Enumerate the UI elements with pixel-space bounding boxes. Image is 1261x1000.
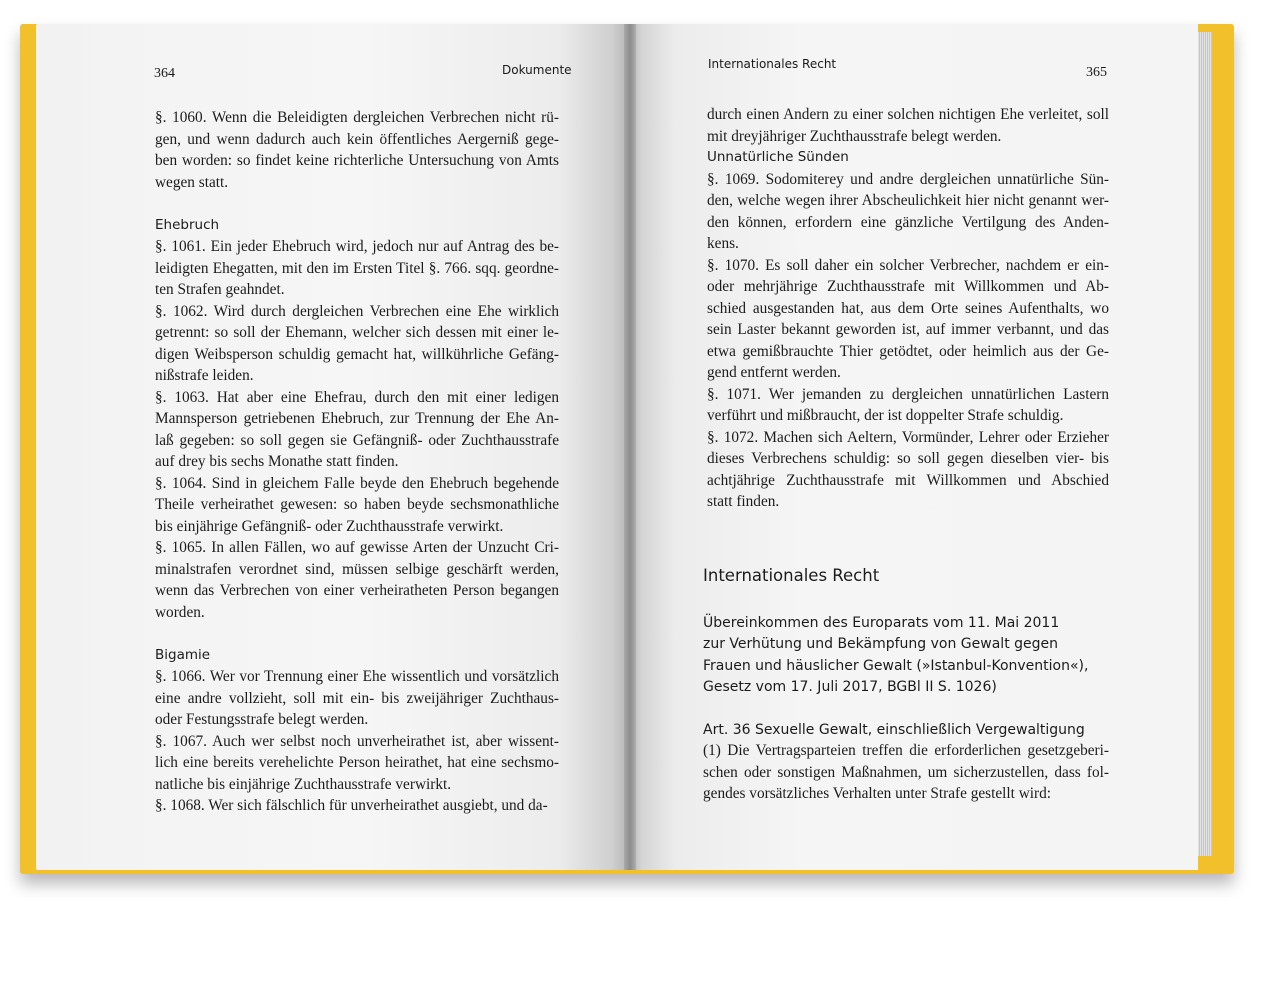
paragraph-gap — [155, 193, 559, 215]
text-line: gen, und wenn dadurch auch kein öffentliches Aergerniß gege- — [155, 130, 559, 148]
text-line: bis einjährige Gefängniß- oder Zuchthausstrafe verwirkt. — [155, 517, 504, 535]
document-title-line: Gesetz vom 17. Juli 2017, BGBl II S. 1026) — [703, 678, 997, 695]
document-title-line: Übereinkommen des Europarats vom 11. Mai 2011 — [703, 615, 1060, 631]
text-line: schied ausgestanden hat, aus dem Orte seines Aufenthalts, wo — [707, 299, 1109, 317]
text-line: §. 1067. Auch wer selbst noch unverheirathet ist, aber wissent- — [155, 732, 559, 750]
text-line: laß gegeben: so soll gegen sie Gefängniß- oder Zuchthausstrafe — [155, 431, 559, 449]
document-title — [703, 613, 1088, 698]
article-text — [703, 740, 1109, 805]
text-line: auf drey bis sechs Monathe statt finden. — [155, 453, 399, 470]
text-line: wegen statt. — [155, 173, 229, 191]
text-line: sein Laster bekannt geworden ist, auf immer verbannt, und das — [707, 321, 1109, 338]
text-line: §. 1063. Hat aber eine Ehefrau, durch den mit einer ledigen — [155, 388, 559, 406]
right-page-number: 365 — [1086, 65, 1107, 80]
subheading: Ehebruch — [155, 216, 220, 233]
text-line: Theile verheirathet gewesen: so haben beyde sechsmonathliche — [155, 496, 559, 513]
text-line: getrennt: so soll der Ehemann, welcher sich dessen mit einer le- — [155, 324, 559, 341]
left-page-text — [155, 107, 559, 817]
text-line: eine andre vollzieht, soll mit ein- bis zweijähriger Zuchthaus- — [155, 689, 559, 707]
paragraph-gap — [155, 623, 559, 645]
text-line: digen Weibsperson schuldig gemacht hat, willkührliche Gefäng- — [155, 345, 559, 363]
right-running-head: Internationales Recht — [708, 57, 837, 71]
text-line: etwa gemißbrauchte Thier getödtet, oder heimlich aus der Ge- — [707, 342, 1109, 360]
text-line: natliche bis einjährige Zuchthausstrafe verwirkt. — [155, 775, 452, 793]
text-line: nißstrafe leiden. — [155, 367, 254, 384]
text-line: §. 1061. Ein jeder Ehebruch wird, jedoch nur auf Antrag des be- — [155, 238, 559, 255]
text-line: den können, erfordern eine gänzliche Vertilgung des Anden- — [707, 213, 1109, 231]
text-line: §. 1065. In allen Fällen, wo auf gewisse Arten der Unzucht Cri- — [155, 539, 559, 556]
text-line: wenn das Verbrechen von einer verheiratheten Person begangen — [155, 582, 559, 599]
text-line: statt finden. — [707, 493, 780, 510]
text-line: §. 1064. Sind in gleichem Falle beyde den Ehebruch begehende — [155, 474, 559, 492]
book-gutter — [624, 24, 636, 870]
text-line: durch einen Andern zu einer solchen nichtigen Ehe verleitet, soll — [707, 106, 1109, 123]
subheading: Bigamie — [155, 646, 211, 663]
text-line: §. 1071. Wer jemanden zu dergleichen unnatürlichen Lastern — [707, 385, 1109, 403]
left-page-number: 364 — [154, 66, 175, 81]
text-line: minalstrafen verordnet sind, müssen selbige geschärft werden, — [155, 560, 559, 578]
text-line: §. 1070. Es soll daher ein solcher Verbrecher, nachdem er ein- — [707, 256, 1109, 274]
subheading: Unnatürliche Sünden — [707, 149, 849, 165]
text-line: leidigten Ehegatten, mit den im Ersten Titel §. 766. sqq. geordne- — [155, 259, 559, 277]
text-line: gend entfernt werden. — [707, 364, 841, 381]
text-line: §. 1062. Wird durch dergleichen Verbrechen eine Ehe wirklich — [155, 302, 559, 320]
text-line: §. 1066. Wer vor Trennung einer Ehe wissentlich und vorsätzlich — [155, 668, 559, 685]
text-line: schen oder sonstigen Maßnahmen, um sicherzustellen, dass fol- — [703, 763, 1109, 781]
text-line: gendes vorsätzliches Verhalten unter Strafe gestellt wird: — [703, 785, 1052, 802]
document-title-line: zur Verhütung und Bekämpfung von Gewalt gegen — [703, 636, 1059, 653]
text-line: (1) Die Vertragsparteien treffen die erforderlichen gesetzgeberi- — [703, 742, 1109, 759]
article-heading: Art. 36 Sexuelle Gewalt, einschließlich Vergewaltigung — [703, 722, 1085, 738]
text-line: oder Festungsstrafe belegt werden. — [155, 711, 369, 728]
document-title-line: Frauen und häuslicher Gewalt (»Istanbul-Konvention«), — [703, 657, 1089, 674]
text-line: Mannsperson getriebenen Ehebruch, zur Trennung der Ehe An- — [155, 410, 559, 427]
text-line: dieses Verbrechens schuldig: so soll gegen dieselben vier- bis — [707, 450, 1109, 467]
text-line: lich eine bereits verehelichte Person heirathet, hat eine sechsmo- — [155, 754, 559, 771]
section-heading: Internationales Recht — [703, 566, 880, 585]
text-line: ben worden: so findet keine richterliche Untersuchung von Amts — [155, 152, 559, 169]
left-running-head: Dokumente — [502, 63, 572, 77]
text-line: oder mehrjährige Zuchthausstrafe mit Willkommen und Ab- — [707, 278, 1109, 295]
text-line: achtjährige Zuchthausstrafe mit Willkommen und Abschied — [707, 471, 1109, 489]
article-heading-block — [703, 720, 1085, 741]
text-line: ten Strafen geahndet. — [155, 281, 285, 298]
right-page-text — [707, 104, 1109, 513]
text-line: §. 1068. Wer sich fälschlich für unverheirathet ausgiebt, und da- — [155, 797, 548, 814]
text-line: mit dreyjähriger Zuchthausstrafe belegt werden. — [707, 127, 1002, 145]
text-line: §. 1060. Wenn die Beleidigten dergleichen Verbrechen nicht rü- — [155, 109, 559, 126]
text-line: §. 1069. Sodomiterey und andre dergleichen unnatürliche Sün- — [707, 170, 1109, 188]
text-line: kens. — [707, 235, 739, 252]
text-line: den, welche wegen ihrer Abscheulichkeit hier nicht genannt wer- — [707, 192, 1109, 209]
text-line: verführt und mißbraucht, der ist doppelter Strafe schuldig. — [707, 407, 1064, 424]
text-line: worden. — [155, 603, 205, 621]
text-line: §. 1072. Machen sich Aeltern, Vormünder, Lehrer oder Erzieher — [707, 428, 1109, 446]
